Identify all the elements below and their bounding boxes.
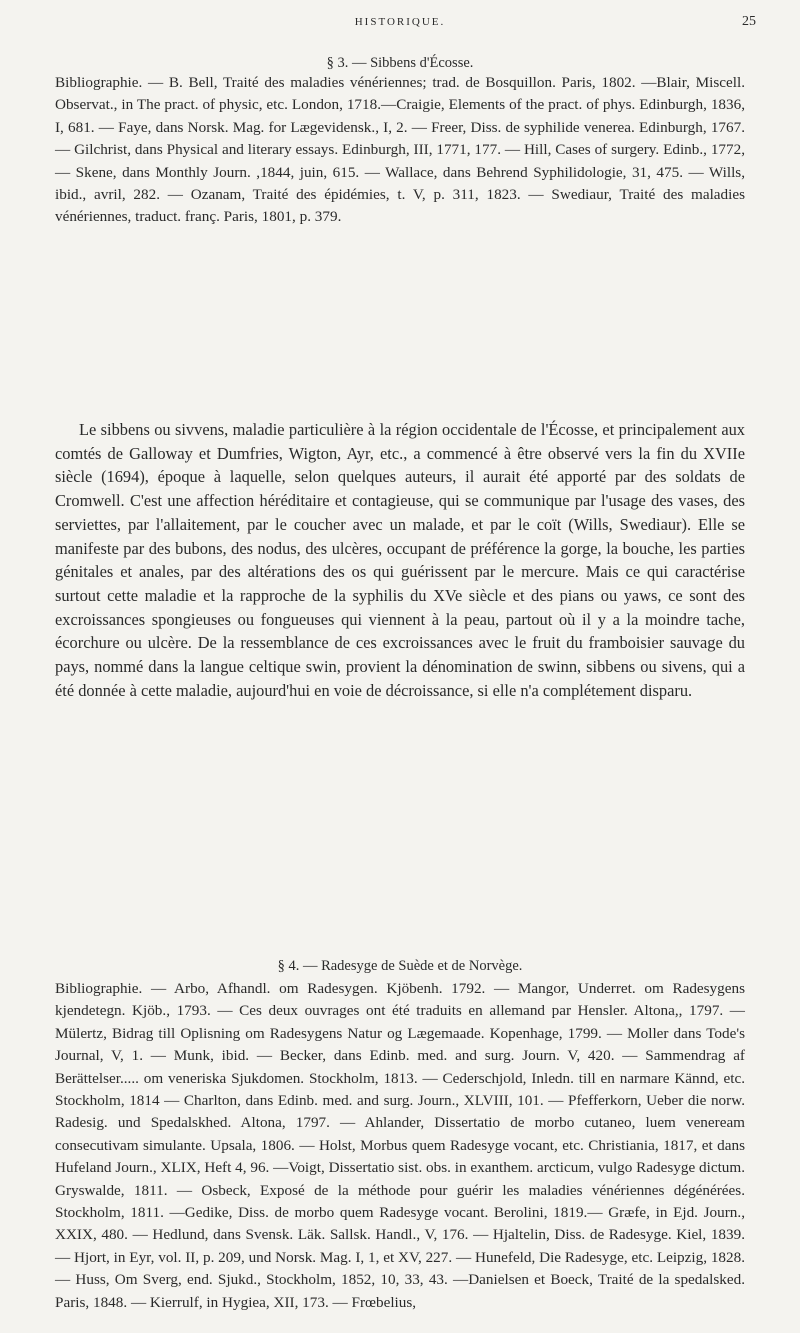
page-number: 25 — [742, 14, 756, 29]
section-3-body: Le sibbens ou sivvens, maladie particulière à la région occidentale de l'Écosse, et principalement aux comtés de Galloway et Dumfries, Wigton, Ayr, etc., a commencé à être observé vers la fin du XVIIe siècle (1694), époque à laquelle, selon quelques auteurs, il aurait été apporté par des soldats de Cromwell. C'est une affection héréditaire et contagieuse, qui se communique par l'usage des vases, des serviettes, par l'allaitement, par le coucher avec un malade, et par le coït (Wills, Swediaur). Elle se manifeste par des bubons, des nodus, des ulcères, occupant de préférence la gorge, la bouche, les parties génitales et anales, par des altérations des os qui guérissent par le mercure. Mais ce qui caractérise surtout cette maladie et la rapproche de la syphilis du XVe siècle et des pians ou yaws, ce sont des excroissances spongieuses ou fongueuses qui viennent à la peau, partout où il y a la moindre tache, écorchure ou ulcère. De la ressemblance de ces excroissances avec le fruit du framboisier sauvage du pays, nommé dans la langue celtique swin, provient la dénomination de swinn, sibbens ou sivens, qui a été donnée à cette maladie, aujourd'hui en voie de décroissance, si elle n'a complétement disparu. — [55, 420, 745, 700]
running-title: HISTORIQUE. — [354, 16, 446, 28]
section-4-bibliography: Bibliographie. — Arbo, Afhandl. om Radesygen. Kjöbenh. 1792. — Mangor, Underret. om Radesygens kjendetegn. Kjöb., 1793. — Ces deux ouvrages ont été traduits en allemand par Hensler. Altona,, 1797. — Mülertz, Bidrag till Oplisning om Radesygens Natur og Lægemaade. Kopenhage, 1799. — Moller dans Tode's Journal, V, 1. — Munk, ibid. — Becker, dans Edinb. med. and surg. Journ. V, 420. — Sammendrag af Berättelser..... om veneriska Sjukdomen. Stockholm, 1813. — Cederschjold, Inledn. till en narmare Kännd, etc. Stockholm, 1814 — Charlton, dans Edinb. med. and surg. Journ., XLVIII, 101. — Pfefferkorn, Ueber die norw. Radesig. und Spedalskhed. Altona, 1797. — Ahlander, Dissertatio de morbo cutaneo, luem veneream consecutivam simulante. Upsala, 1806. — Holst, Morbus quem Radesyge vocant, etc. Christiania, 1817, et dans Hufeland Journ., XLIX, Heft 4, 96. —Voigt, Dissertatio sist. obs. in exanthem. arcticum, vulgo Radesyge dictum. Gryswalde, 1811. — Osbeck, Exposé de la méthode pour guérir les maladies vénériennes dégénérées. Stockholm, 1811. —Gedike, Diss. de morbo quem Radesyge vocant. Berolini, 1819.— Græfe, in Ejd. Journ., XXIX, 480. — Hedlund, dans Svensk. Läk. Sallsk. Handl., V, 176. — Hjaltelin, Diss. de Radesyge. Kiel, 1839. — Hjort, in Eyr, vol. II, p. 209, und Norsk. Mag. I, 1, et XV, 227. — Hunefeld, Die Radesyge, etc. Leipzig, 1828.— Huss, Om Sverg, end. Sjukd., Stockholm, 1852, 10, 33, 43. —Danielsen et Boeck, Traité de la spedalsked. Paris, 1848. — Kierrulf, in Hygiea, XII, 173. — Frœbelius, — [55, 980, 745, 1311]
running-head — [0, 12, 800, 38]
section-3-heading: § 3. — Sibbens d'Écosse. — [326, 55, 474, 71]
section-3-bibliography: Bibliographie. — B. Bell, Traité des maladies vénériennes; trad. de Bosquillon. Paris, 1802. —Blair, Miscell. Observat., in The pract. of physic, etc. London, 1718.—Craigie, Elements of the pract. of phys. Edinburgh, 1836, I, 681. — Faye, dans Norsk. Mag. for Lægevidensk., I, 2. — Freer, Diss. de syphilide venerea. Edinburgh, 1767. — Gilchrist, dans Physical and literary essays. Edinburgh, III, 1771, 177. — Hill, Cases of surgery. Edinb., 1772, — Skene, dans Monthly Journ. ,1844, juin, 615. — Wallace, dans Behrend Syphilidologie, 31, 475. — Wills, ibid., avril, 282. — Ozanam, Traité des épidémies, t. V, p. 311, 1823. — Swediaur, Traité des maladies vénériennes, traduct. franç. Paris, 1801, p. 379. — [55, 74, 745, 226]
section-4-heading: § 4. — Radesyge de Suède et de Norvège. — [277, 958, 523, 974]
